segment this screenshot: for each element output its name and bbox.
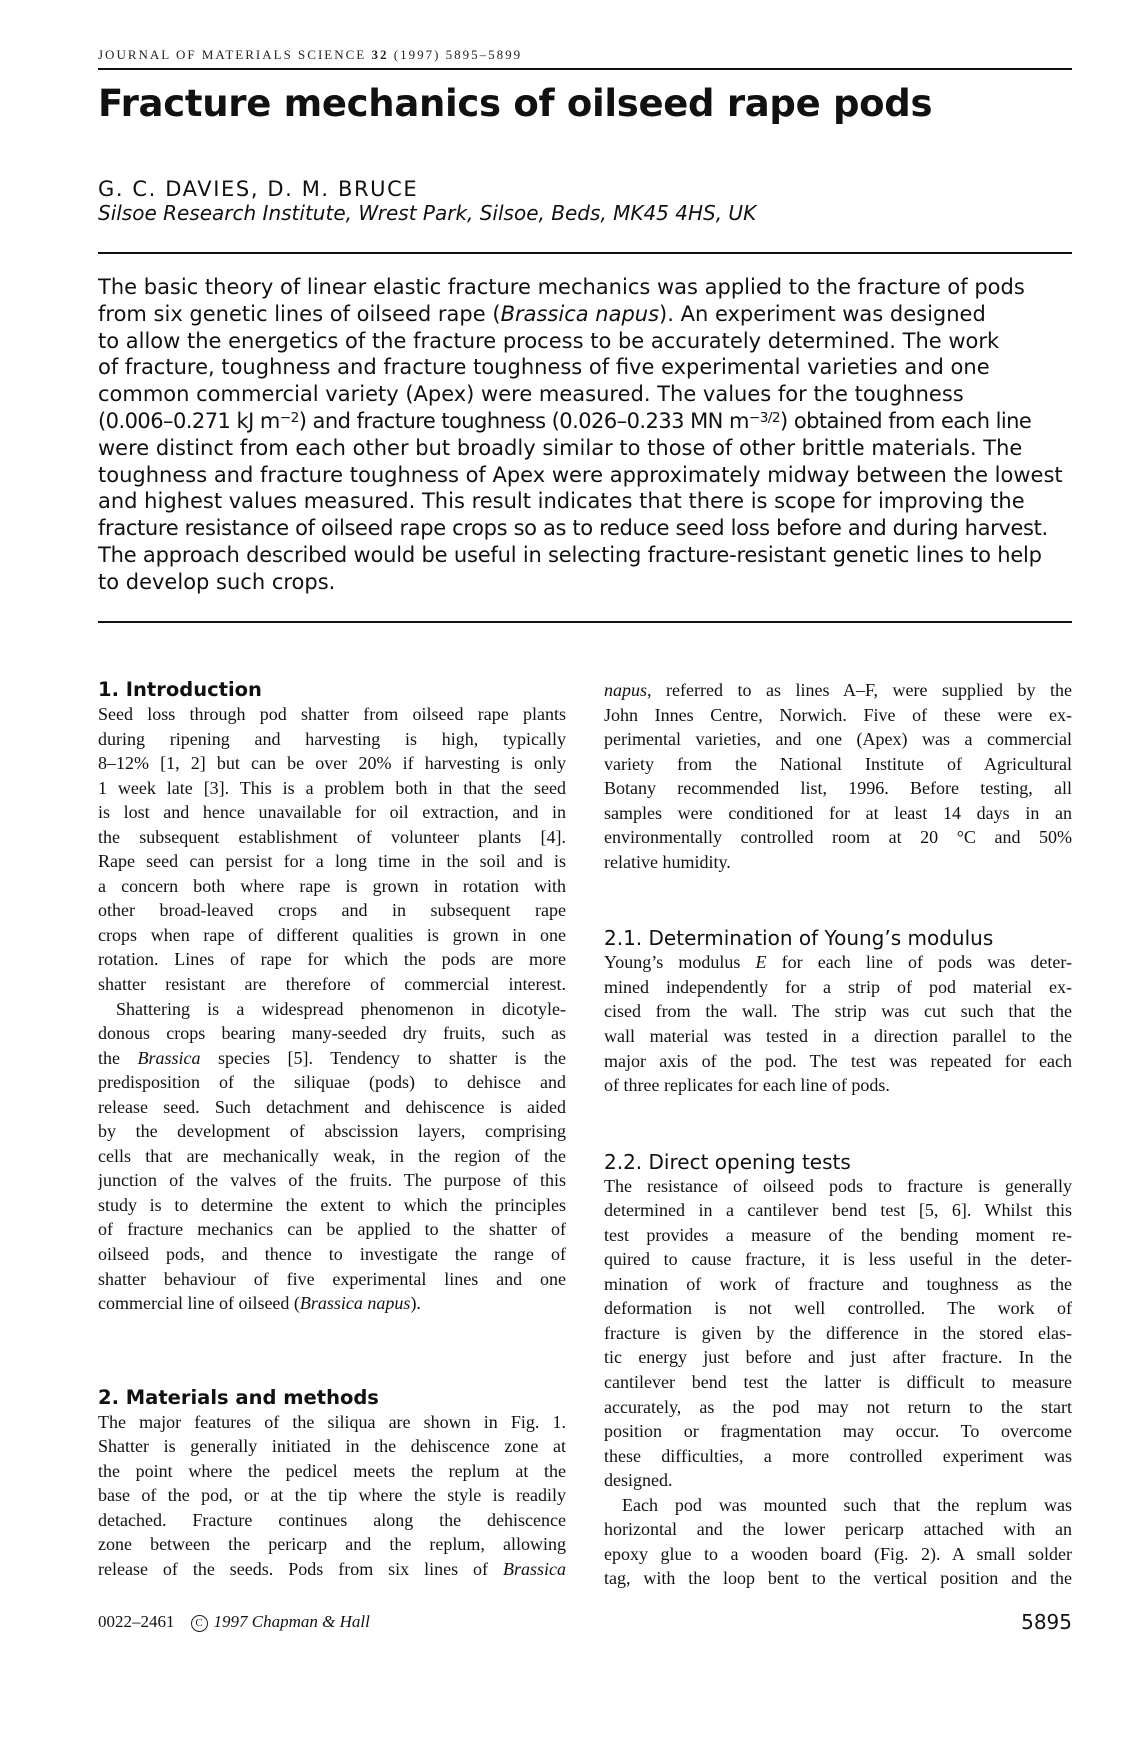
- body-line: base of the pod, or at the tip where the style is readily: [98, 1485, 566, 1506]
- body-text: Young’s modulus: [604, 952, 756, 973]
- body-line: other broad-leaved crops and in subsequent rape: [98, 900, 566, 921]
- body-line: is lost and hence unavailable for oil extraction, and in: [98, 802, 566, 823]
- abstract-line: to develop such crops.: [98, 569, 336, 594]
- body-line: junction of the valves of the fruits. The purpose of this: [98, 1170, 566, 1191]
- journal-volume: 32: [371, 47, 389, 62]
- body-line: Botany recommended list, 1996. Before testing, all: [604, 778, 1072, 799]
- journal-year-pages: (1997) 5895–5899: [393, 47, 523, 62]
- page-number: 5895: [1021, 1610, 1072, 1634]
- body-line: designed.: [604, 1470, 673, 1491]
- body-line: shatter behaviour of five experimental lines and one: [98, 1268, 566, 1289]
- species-name: Brassica: [503, 1558, 566, 1579]
- copyright-text: 1997 Chapman & Hall: [213, 1612, 370, 1631]
- body-line: oilseed pods, and thence to investigate the range of: [98, 1244, 566, 1265]
- body-line: epoxy glue to a wooden board (Fig. 2). A small solder: [604, 1543, 1072, 1564]
- body-line: The resistance of oilseed pods to fracture is generally: [604, 1175, 1072, 1196]
- right-column: [604, 678, 1072, 1591]
- abstract: [98, 274, 1072, 596]
- body-line: crops when rape of different qualities is grown in one: [98, 924, 566, 945]
- abstract-text: (0.006–0.271 kJ m: [98, 408, 280, 433]
- body-line: tic energy just before and just after fracture. In the: [604, 1347, 1072, 1368]
- body-line: test provides a measure of the bending moment re-: [604, 1224, 1072, 1245]
- body-line: detached. Fracture continues along the dehiscence: [98, 1509, 566, 1530]
- abstract-line: were distinct from each other but broadly similar to those of other brittle materials. The: [98, 435, 1023, 460]
- body-line: predisposition of the siliquae (pods) to dehisce and: [98, 1072, 566, 1093]
- abstract-bottom-rule: [98, 621, 1072, 623]
- body-line: the subsequent establishment of volunteer plants [4].: [98, 826, 566, 847]
- body-line: cells that are mechanically weak, in the region of the: [98, 1145, 566, 1166]
- abstract-line: of fracture, toughness and fracture toughness of five experimental varieties and one: [98, 355, 990, 380]
- unit-exponent: −2: [279, 409, 299, 426]
- abstract-line: common commercial variety (Apex) were measured. The values for the toughness: [98, 382, 964, 407]
- body-line: study is to determine the extent to which the principles: [98, 1194, 566, 1215]
- body-text: commercial line of oilseed (: [98, 1293, 300, 1314]
- paper-title: Fracture mechanics of oilseed rape pods: [98, 82, 933, 125]
- abstract-line: to allow the energetics of the fracture process to be accurately determined. The work: [98, 328, 1000, 353]
- body-line: quired to cause fracture, it is less useful in the deter-: [604, 1249, 1072, 1270]
- body-line: relative humidity.: [604, 851, 731, 872]
- abstract-text: from six genetic lines of oilseed rape (: [98, 301, 501, 326]
- section-heading-youngs-modulus: 2.1. Determination of Young’s modulus: [604, 926, 994, 951]
- body-line: [604, 950, 1072, 975]
- abstract-line: [98, 301, 1072, 328]
- footer-issn-copyright: [98, 1612, 370, 1632]
- symbol-e: E: [755, 952, 767, 973]
- section-heading-direct-opening: 2.2. Direct opening tests: [604, 1149, 851, 1174]
- body-line: Shattering is a widespread phenomenon in dicotyle-: [116, 998, 566, 1019]
- copyright-icon: C: [191, 1615, 208, 1632]
- abstract-text: ) and fracture toughness (0.026–0.233 MN m: [298, 408, 749, 433]
- body-line: Rape seed can persist for a long time in the soil and is: [98, 851, 566, 872]
- body-line: of fracture mechanics can be applied to the shatter of: [98, 1219, 566, 1240]
- abstract-text: ). An experiment was designed: [659, 301, 986, 326]
- abstract-line: [98, 408, 1072, 435]
- abstract-line: fracture resistance of oilseed rape crops so as to reduce seed loss before and during harvest.: [98, 516, 1048, 541]
- body-line: cised from the wall. The strip was cut such that the: [604, 1001, 1072, 1022]
- body-line: horizontal and the lower pericarp attached with an: [604, 1519, 1072, 1540]
- section-heading-introduction: 1. Introduction: [98, 678, 262, 701]
- body-line: environmentally controlled room at 20 °C and 50%: [604, 827, 1072, 848]
- issn: 0022–2461: [98, 1612, 175, 1631]
- body-line: zone between the pericarp and the replum, allowing: [98, 1534, 566, 1555]
- body-line: rotation. Lines of rape for which the pods are more: [98, 949, 566, 970]
- body-text: species [5]. Tendency to shatter is the: [200, 1047, 566, 1068]
- body-line: donous crops bearing many-seeded dry fruits, such as: [98, 1023, 566, 1044]
- species-name: Brassica napus: [299, 1293, 411, 1314]
- body-line: John Innes Centre, Norwich. Five of these were ex-: [604, 704, 1072, 725]
- abstract-line: The basic theory of linear elastic fracture mechanics was applied to the fracture of pods: [98, 275, 1025, 299]
- authors: G. C. DAVIES, D. M. BRUCE: [98, 177, 419, 201]
- body-line: deformation is not well controlled. The work of: [604, 1298, 1072, 1319]
- body-text: for each line of pods was deter-: [766, 952, 1072, 973]
- paper-page: [98, 0, 1072, 1757]
- body-line: by the development of abscission layers, comprising: [98, 1121, 566, 1142]
- body-line: position or fragmentation may occur. To overcome: [604, 1421, 1072, 1442]
- body-line: [98, 1291, 566, 1316]
- body-line: mination of work of fracture and toughness as the: [604, 1273, 1072, 1294]
- section-gap: [98, 1316, 566, 1386]
- abstract-text: ) obtained from each line: [780, 408, 1032, 433]
- body-line: tag, with the loop bent to the vertical position and the: [604, 1568, 1072, 1589]
- body-line: 1 week late [3]. This is a problem both in that the seed: [98, 777, 566, 798]
- journal-name: JOURNAL OF MATERIALS SCIENCE: [98, 47, 367, 62]
- body-line: [604, 678, 1072, 703]
- body-text: ).: [410, 1293, 421, 1314]
- body-line: variety from the National Institute of Agricultural: [604, 753, 1072, 774]
- species-name: Brassica napus: [500, 301, 660, 326]
- body-line: a concern both where rape is grown in rotation with: [98, 875, 566, 896]
- body-text: release of the seeds. Pods from six lines of: [98, 1558, 503, 1579]
- affiliation: Silsoe Research Institute, Wrest Park, Silsoe, Beds, MK45 4HS, UK: [98, 201, 757, 225]
- abstract-top-rule: [98, 252, 1072, 254]
- left-column: [98, 678, 566, 1582]
- body-line: 8–12% [1, 2] but can be over 20% if harvesting is only: [98, 753, 566, 774]
- body-line: The major features of the siliqua are shown in Fig. 1.: [98, 1411, 566, 1432]
- species-name: napus: [604, 680, 648, 700]
- abstract-line: toughness and fracture toughness of Apex were approximately midway between the lowest: [98, 462, 1063, 487]
- species-name: Brassica: [137, 1047, 201, 1068]
- body-line: accurately, as the pod may not return to the start: [604, 1396, 1072, 1417]
- abstract-line: and highest values measured. This result indicates that there is scope for improving the: [98, 489, 1025, 514]
- body-line: mined independently for a strip of pod material ex-: [604, 976, 1072, 997]
- body-line: Seed loss through pod shatter from oilseed rape plants: [98, 704, 566, 724]
- body-line: major axis of the pod. The test was repeated for each: [604, 1050, 1072, 1071]
- body-line: determined in a cantilever bend test [5, 6]. Whilst this: [604, 1200, 1072, 1221]
- body-text: the: [98, 1047, 138, 1068]
- section-heading-materials-methods: 2. Materials and methods: [98, 1385, 379, 1409]
- body-line: shatter resistant are therefore of commercial interest.: [98, 974, 566, 995]
- body-text: , referred to as lines A–F, were supplied by the: [647, 680, 1072, 700]
- body-line: these difficulties, a more controlled experiment was: [604, 1445, 1072, 1466]
- body-line: wall material was tested in a direction parallel to the: [604, 1026, 1072, 1047]
- abstract-line: The approach described would be useful in selecting fracture-resistant genetic lines to help: [98, 542, 1042, 567]
- body-line: cantilever bend test the latter is difficult to measure: [604, 1372, 1072, 1393]
- header-rule: [98, 68, 1072, 70]
- body-line: Each pod was mounted such that the replum was: [622, 1494, 1072, 1515]
- body-line: [98, 1557, 566, 1582]
- body-line: release seed. Such detachment and dehiscence is aided: [98, 1096, 566, 1117]
- body-line: of three replicates for each line of pods.: [604, 1075, 890, 1096]
- body-line: fracture is given by the difference in the stored elas-: [604, 1322, 1072, 1343]
- journal-header: [98, 47, 522, 63]
- section-gap: [604, 874, 1072, 926]
- body-line: during ripening and harvesting is high, typically: [98, 728, 566, 749]
- body-line: perimental varieties, and one (Apex) was a commercial: [604, 729, 1072, 750]
- body-line: [98, 1046, 566, 1071]
- body-line: samples were conditioned for at least 14 days in an: [604, 802, 1072, 823]
- section-gap: [604, 1098, 1072, 1150]
- body-line: Shatter is generally initiated in the dehiscence zone at: [98, 1436, 566, 1457]
- body-line: the point where the pedicel meets the replum at the: [98, 1460, 566, 1481]
- unit-exponent: −3/2: [748, 409, 781, 426]
